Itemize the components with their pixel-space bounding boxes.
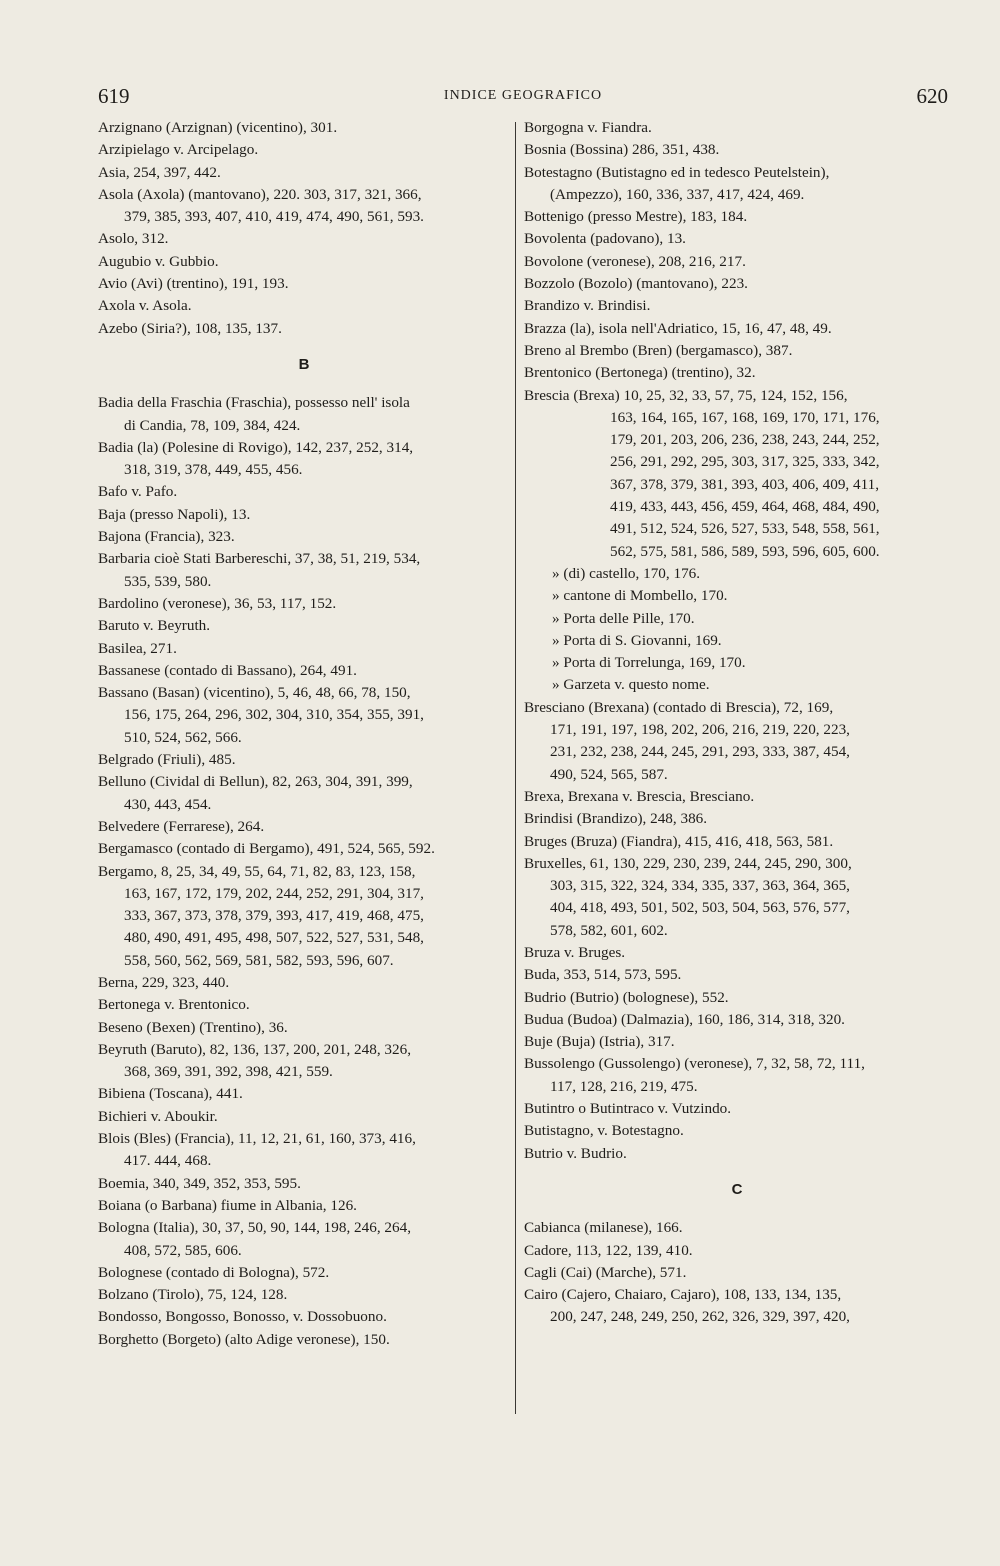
index-entry-line: Bottenigo (presso Mestre), 183, 184.: [524, 208, 748, 226]
index-entry-line: Bruges (Bruza) (Fiandra), 415, 416, 418, 563, 581.: [524, 832, 834, 850]
index-entry: [524, 1143, 950, 1165]
index-entry-line: Arzignano (Arzignan) (vicentino), 301.: [98, 119, 338, 136]
index-entry: [98, 295, 510, 317]
index-entry-line: Bondosso, Bongosso, Bonosso, v. Dossobuono.: [98, 1308, 387, 1326]
index-entry-line: Bussolengo (Gussolengo) (veronese), 7, 32, 58, 72, 111,: [524, 1055, 865, 1073]
index-entry-line: 256, 291, 292, 295, 303, 317, 325, 333, 342,: [610, 453, 880, 471]
index-entry: [524, 273, 950, 295]
index-subentry: [524, 563, 950, 585]
index-entry-line: 367, 378, 379, 381, 393, 403, 406, 409, 411,: [610, 475, 880, 493]
index-entry: [524, 1120, 950, 1142]
index-subentry: [524, 674, 950, 696]
index-entry: [524, 808, 950, 830]
index-entry-line: Bresciano (Brexana) (contado di Brescia), 72, 169,: [524, 698, 834, 716]
index-entry: [98, 1262, 510, 1284]
index-entry-line: Baja (presso Napoli), 13.: [98, 505, 251, 523]
index-entry-line: Cairo (Cajero, Chaiaro, Cajaro), 108, 133, 134, 135,: [524, 1286, 842, 1304]
index-entry: [98, 1128, 510, 1173]
index-entry-line: Budrio (Butrio) (bolognese), 552.: [524, 988, 729, 1006]
index-entry: [524, 251, 950, 273]
index-entry: [524, 964, 950, 986]
index-entry-line: Berna, 229, 323, 440.: [98, 973, 230, 991]
index-entry: [98, 1083, 510, 1105]
index-entry-line: Cabianca (milanese), 166.: [524, 1219, 683, 1237]
index-entry: [524, 1053, 950, 1098]
index-entry-line: Belluno (Cividal di Bellun), 82, 263, 304, 391, 399,: [98, 773, 413, 791]
index-entry-line: 171, 191, 197, 198, 202, 206, 216, 219, 220, 223,: [550, 721, 850, 739]
index-entry: [98, 660, 510, 682]
index-entry-line: Bosnia (Bossina) 286, 351, 438.: [524, 141, 720, 159]
index-entry-line: Boiana (o Barbana) fiume in Albania, 126.: [98, 1196, 357, 1214]
index-entry-line: Belgrado (Friuli), 485.: [98, 751, 236, 769]
index-entry: [524, 987, 950, 1009]
index-entry: [98, 1195, 510, 1217]
index-entry: [524, 831, 950, 853]
index-entry: [524, 1284, 950, 1329]
page-header: [98, 84, 948, 114]
index-entry-line: Bovolenta (padovano), 13.: [524, 230, 686, 248]
index-entry-line: Augubio v. Gubbio.: [98, 252, 219, 270]
index-entry: [98, 548, 510, 593]
index-entry: [98, 318, 510, 340]
index-entry: [98, 1306, 510, 1328]
index-entry-line: 491, 512, 524, 526, 527, 533, 548, 558, 561,: [610, 520, 880, 538]
index-entry: [524, 1009, 950, 1031]
index-entry: [98, 682, 510, 749]
index-entry-line: Bafo v. Pafo.: [98, 483, 178, 501]
index-entry-line: 379, 385, 393, 407, 410, 419, 474, 490, 561, 593.: [124, 208, 424, 226]
index-entry-line: » Garzeta v. questo nome.: [552, 676, 710, 694]
index-entry: [524, 318, 950, 340]
index-entry: [98, 638, 510, 660]
index-entry-line: Bruxelles, 61, 130, 229, 230, 239, 244, 245, 290, 300,: [524, 854, 852, 872]
index-entry: [98, 1017, 510, 1039]
index-entry: [98, 273, 510, 295]
index-entry-line: 558, 560, 562, 569, 581, 582, 593, 596, 607.: [124, 951, 394, 969]
index-entry-line: Budua (Budoa) (Dalmazia), 160, 186, 314, 318, 320.: [524, 1010, 845, 1028]
index-entry-line: 318, 319, 378, 449, 455, 456.: [124, 461, 303, 479]
index-entry: [98, 838, 510, 860]
index-entry: [524, 1031, 950, 1053]
index-entry: [98, 392, 510, 437]
index-entry-line: Butistagno, v. Botestagno.: [524, 1122, 684, 1140]
index-entry-line: Baruto v. Beyruth.: [98, 617, 211, 635]
index-entry-line: Bruza v. Bruges.: [524, 943, 626, 961]
index-entry: [524, 117, 950, 139]
index-subentry: [524, 585, 950, 607]
index-entry-line: Asola (Axola) (mantovano), 220. 303, 317, 321, 366,: [98, 185, 422, 203]
index-entry-line: Bolognese (contado di Bologna), 572.: [98, 1263, 330, 1281]
index-entry: [98, 771, 510, 816]
index-entry-line: 408, 572, 585, 606.: [124, 1241, 242, 1259]
index-entry-line: Bologna (Italia), 30, 37, 50, 90, 144, 198, 246, 264,: [98, 1219, 411, 1237]
index-entry-line: Buje (Buja) (Istria), 317.: [524, 1033, 675, 1051]
index-entry: [524, 697, 950, 786]
index-entry: [524, 942, 950, 964]
index-entry-line: » Porta delle Pille, 170.: [552, 609, 695, 627]
index-entry: [98, 526, 510, 548]
index-entry: [524, 786, 950, 808]
index-entry-line: Basilea, 271.: [98, 639, 177, 657]
index-subentry: [524, 630, 950, 652]
index-entry-line: 535, 539, 580.: [124, 572, 212, 590]
index-entry-line: Beyruth (Baruto), 82, 136, 137, 200, 201, 248, 326,: [98, 1040, 412, 1058]
column-divider: [515, 122, 516, 1414]
index-subentry: [524, 608, 950, 630]
index-entry-line: 156, 175, 264, 296, 302, 304, 310, 354, 355, 391,: [124, 706, 424, 724]
index-entry: [524, 162, 950, 207]
index-entry-line: Bergamo, 8, 25, 34, 49, 55, 64, 71, 82, 83, 123, 158,: [98, 862, 416, 880]
index-entry-line: Brentonico (Bertonega) (trentino), 32.: [524, 364, 756, 382]
index-entry: [98, 816, 510, 838]
index-entry: [524, 206, 950, 228]
index-entry-line: 163, 164, 165, 167, 168, 169, 170, 171, 176,: [610, 408, 880, 426]
index-entry-line: Brexa, Brexana v. Brescia, Bresciano.: [524, 787, 755, 805]
running-title: INDICE GEOGRAFICO: [443, 88, 603, 103]
index-entry: [98, 117, 510, 139]
index-entry-line: 404, 418, 493, 501, 502, 503, 504, 563, 576, 577,: [550, 899, 850, 917]
index-entry-line: 303, 315, 322, 324, 334, 335, 337, 363, 364, 365,: [550, 877, 850, 895]
index-entry-line: 417. 444, 468.: [124, 1152, 212, 1170]
index-entry-line: 510, 524, 562, 566.: [124, 728, 242, 746]
index-entry: [524, 385, 950, 563]
left-page-number: 619: [98, 84, 130, 108]
index-entry-line: 117, 128, 216, 219, 475.: [550, 1077, 698, 1095]
index-entry: [98, 162, 510, 184]
index-entry-line: Butintro o Butintraco v. Vutzindo.: [524, 1100, 732, 1118]
index-entry-line: Brindisi (Brandizo), 248, 386.: [524, 810, 708, 828]
index-entry-line: Asolo, 312.: [98, 230, 169, 248]
index-entry-line: Borghetto (Borgeto) (alto Adige veronese), 150.: [98, 1330, 390, 1348]
index-entry-line: 200, 247, 248, 249, 250, 262, 326, 329, 397, 420,: [550, 1308, 850, 1326]
index-entry-line: Botestagno (Butistagno ed in tedesco Peutelstein),: [524, 163, 830, 181]
index-entry-line: 333, 367, 373, 378, 379, 393, 417, 419, 468, 475,: [124, 907, 424, 925]
index-entry-line: Blois (Bles) (Francia), 11, 12, 21, 61, 160, 373, 416,: [98, 1130, 416, 1148]
left-index-column: [98, 117, 510, 1351]
index-entry-line: Boemia, 340, 349, 352, 353, 595.: [98, 1174, 301, 1192]
index-entry-line: Badia (la) (Polesine di Rovigo), 142, 237, 252, 314,: [98, 438, 414, 456]
index-entry: [98, 1217, 510, 1262]
index-entry-line: Brescia (Brexa) 10, 25, 32, 33, 57, 75, 124, 152, 156,: [524, 386, 848, 404]
index-entry: [524, 853, 950, 942]
index-entry-line: 419, 433, 443, 456, 459, 464, 468, 484, 490,: [610, 498, 880, 516]
index-entry-line: 562, 575, 581, 586, 589, 593, 596, 605, 600.: [610, 542, 880, 560]
index-entry: [524, 1262, 950, 1284]
index-entry-line: Bajona (Francia), 323.: [98, 528, 235, 546]
index-entry-line: Bibiena (Toscana), 441.: [98, 1085, 243, 1103]
index-entry-line: 430, 443, 454.: [124, 795, 212, 813]
index-entry-line: di Candia, 78, 109, 384, 424.: [124, 416, 301, 434]
index-entry-line: Axola v. Asola.: [98, 297, 192, 315]
index-entry-line: 578, 582, 601, 602.: [550, 921, 668, 939]
index-entry-line: (Ampezzo), 160, 336, 337, 417, 424, 469.: [550, 185, 805, 203]
index-entry: [524, 1240, 950, 1262]
index-entry-line: Bozzolo (Bozolo) (mantovano), 223.: [524, 275, 748, 293]
index-entry-line: Asia, 254, 397, 442.: [98, 163, 221, 181]
right-index-column: [524, 117, 950, 1329]
index-entry: [98, 615, 510, 637]
index-entry: [98, 1284, 510, 1306]
index-entry-line: » Porta di Torrelunga, 169, 170.: [552, 654, 746, 672]
index-entry-line: Bassanese (contado di Bassano), 264, 491.: [98, 661, 357, 679]
index-entry-line: Belvedere (Ferrarese), 264.: [98, 817, 265, 835]
index-entry: [98, 251, 510, 273]
index-entry: [98, 1173, 510, 1195]
index-subentry: [524, 652, 950, 674]
index-entry-line: 368, 369, 391, 392, 398, 421, 559.: [124, 1063, 333, 1081]
index-entry-line: Bassano (Basan) (vicentino), 5, 46, 48, 66, 78, 150,: [98, 684, 411, 702]
index-entry: [98, 481, 510, 503]
index-entry-line: Bolzano (Tirolo), 75, 124, 128.: [98, 1286, 288, 1304]
index-entry-line: Cadore, 113, 122, 139, 410.: [524, 1241, 693, 1259]
index-entry-line: » Porta di S. Giovanni, 169.: [552, 631, 722, 649]
index-entry: [98, 1329, 510, 1351]
index-entry-line: Brandizo v. Brindisi.: [524, 297, 651, 315]
index-entry: [98, 1106, 510, 1128]
index-entry: [98, 1039, 510, 1084]
section-letter: C: [731, 1180, 743, 1198]
section-letter: B: [298, 355, 310, 373]
right-page-number: 620: [916, 84, 948, 108]
index-entry-line: Azebo (Siria?), 108, 135, 137.: [98, 319, 282, 337]
index-entry-line: 480, 490, 491, 495, 498, 507, 522, 527, 531, 548,: [124, 929, 424, 947]
index-entry-line: Arzipielago v. Arcipelago.: [98, 141, 259, 159]
index-entry-line: Avio (Avi) (trentino), 191, 193.: [98, 275, 289, 293]
index-entry: [98, 228, 510, 250]
index-entry-line: 179, 201, 203, 206, 236, 238, 243, 244, 252,: [610, 431, 880, 449]
index-entry-line: Buda, 353, 514, 573, 595.: [524, 966, 682, 984]
index-entry-line: Cagli (Cai) (Marche), 571.: [524, 1263, 687, 1281]
index-entry: [524, 1098, 950, 1120]
index-entry: [98, 994, 510, 1016]
index-entry: [524, 228, 950, 250]
index-entry-line: Brazza (la), isola nell'Adriatico, 15, 16, 47, 48, 49.: [524, 319, 832, 337]
index-entry-line: Bardolino (veronese), 36, 53, 117, 152.: [98, 594, 337, 612]
index-entry-line: Barbaria cioè Stati Barbereschi, 37, 38, 51, 219, 534,: [98, 550, 421, 568]
index-entry-line: Breno al Brembo (Bren) (bergamasco), 387.: [524, 341, 793, 359]
index-entry-line: Beseno (Bexen) (Trentino), 36.: [98, 1018, 288, 1036]
index-entry-line: » (di) castello, 170, 176.: [552, 564, 701, 582]
index-entry-line: Badia della Fraschia (Fraschia), possesso nell' isola: [98, 394, 410, 412]
index-entry: [524, 1217, 950, 1239]
index-entry: [98, 861, 510, 972]
index-entry: [524, 139, 950, 161]
index-entry: [98, 184, 510, 229]
index-entry-line: Bovolone (veronese), 208, 216, 217.: [524, 252, 746, 270]
index-entry-line: » cantone di Mombello, 170.: [552, 587, 728, 605]
index-entry-line: Borgogna v. Fiandra.: [524, 119, 652, 136]
index-entry: [98, 504, 510, 526]
index-entry-line: Bichieri v. Aboukir.: [98, 1107, 218, 1125]
index-entry-line: 231, 232, 238, 244, 245, 291, 293, 333, 387, 454,: [550, 743, 850, 761]
index-entry: [98, 972, 510, 994]
index-entry: [98, 593, 510, 615]
index-entry: [98, 139, 510, 161]
index-entry: [98, 437, 510, 482]
index-entry-line: Bergamasco (contado di Bergamo), 491, 524, 565, 592.: [98, 840, 435, 858]
index-entry: [524, 295, 950, 317]
index-entry-line: 163, 167, 172, 179, 202, 244, 252, 291, 304, 317,: [124, 884, 424, 902]
index-entry: [524, 340, 950, 362]
index-entry-line: Butrio v. Budrio.: [524, 1144, 627, 1162]
index-entry: [98, 749, 510, 771]
index-entry-line: 490, 524, 565, 587.: [550, 765, 668, 783]
index-entry: [524, 362, 950, 384]
index-entry-line: Bertonega v. Brentonico.: [98, 996, 250, 1014]
